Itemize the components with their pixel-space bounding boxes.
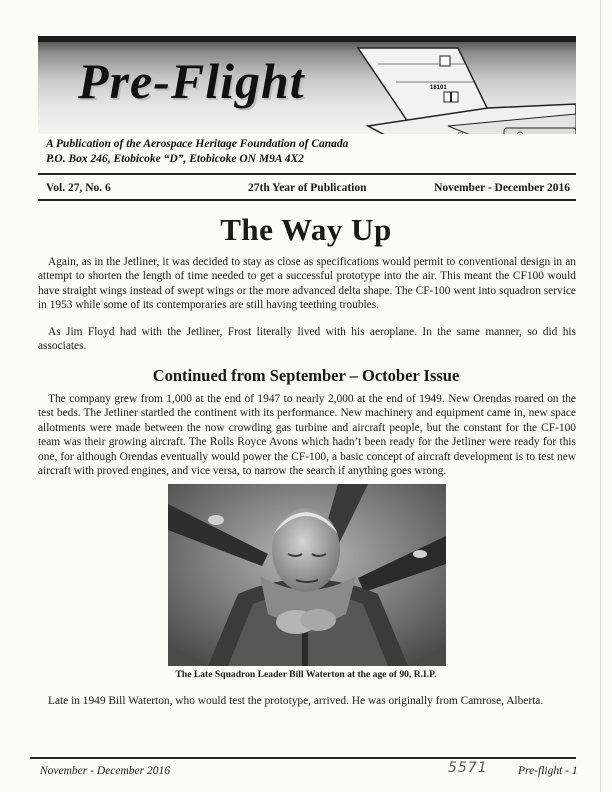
aircraft-illustration [338,42,576,138]
issue-volume: Vol. 27, No. 6 [46,182,111,194]
issue-rule-top [38,173,576,175]
footer-handwritten-number: 5571 [448,760,488,776]
footer-date: November - December 2016 [40,765,170,777]
footer-page-label: Pre-flight - 1 [518,765,578,777]
article-paragraph-3: The company grew from 1,000 at the end of 1947 to nearly 2,000 at the end of 1949. New Orendas roared on the test beds. The Jetliner startled the continent with its performance. New machinery and equipment came in, new space allotments were made between the now crowding gas turbine and aircraft people, but the constant for the CF-100 team was their growing aircraft. The Rolls Royce Avons which hadn’t been ready for the Jetliner were ready for this one, for although Orendas eventually would power the CF-100, a basic concept of aircraft development is to test new aircraft with proved engines, and vice versa, to narrow the search if anything goes wrong. [38,393,576,478]
publication-line-1: A Publication of the Aerospace Heritage Foundation of Canada [46,138,349,150]
article-title: The Way Up [220,212,392,247]
issue-year: 27th Year of Publication [248,182,367,194]
portrait-photo [168,484,446,666]
issue-rule-bottom [38,199,576,201]
svg-text:RL: RL [458,132,465,138]
article-paragraph-2: As Jim Floyd had with the Jetliner, Frost literally lived with his aeroplane. In the same manner, so did his associates. [38,326,576,353]
photo-caption: The Late Squadron Leader Bill Waterton at the age of 90, R.I.P. [175,669,437,680]
section-heading: Continued from September – October Issue [152,366,460,385]
aircraft-serial: 18101 [430,85,447,91]
publication-info [46,137,348,167]
footer-rule [30,757,576,759]
issue-date: November - December 2016 [434,182,570,194]
masthead [38,36,576,138]
masthead-title: Pre-Flight [78,53,305,109]
publication-address: P.O. Box 246, Etobicoke “D”, Etobicoke ON M9A 4X2 [46,153,304,165]
article-paragraph-4: Late in 1949 Bill Waterton, who would test the prototype, arrived. He was originally from Camrose, Alberta. [48,695,544,707]
article-paragraph-1: Again, as in the Jetliner, it was decided to stay as close as specifications would permit to conventional design in an attempt to shorten the length of time needed to get a successful prototype into the air. This meant the CF100 would have straight wings instead of swept wings or the more advanced delta shape. The CF-100 went into squadron service in 1953 while some of its contemporaries are still having teething troubles. [38,256,576,312]
